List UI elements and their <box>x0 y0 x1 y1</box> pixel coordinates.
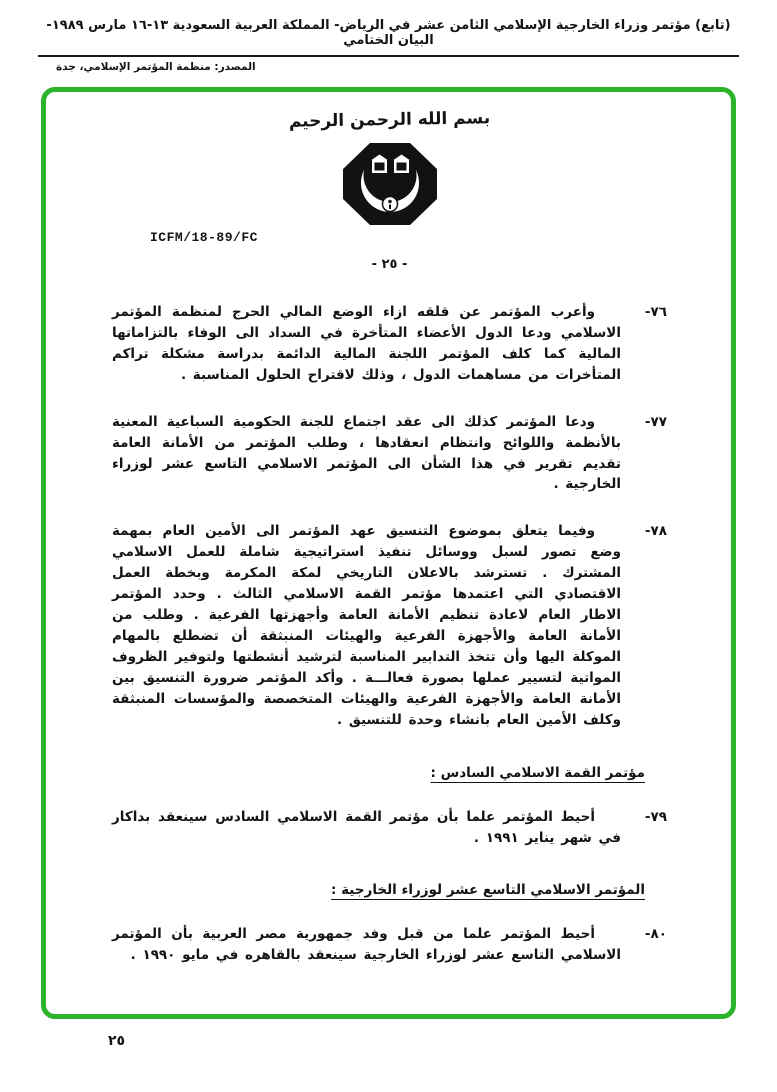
paragraph-row-76 <box>112 302 667 386</box>
paragraph-number: ٧٧- <box>644 413 667 430</box>
page-number-top: - ٢٥ - <box>371 257 408 272</box>
section-heading-sixth-summit: مؤتمر القمة الاسلامي السادس : <box>430 764 645 781</box>
paragraph-text: وفيما يتعلق بموضوع التنسيق عهد المؤتمر الى الأمين العام بمهمة وضع تصور لسبل ووسائل تنفيذ استراتيجية شاملة للعمل الاسلامي المشترك . تسترشد بالاعلان التاريخي لمكة المكرمة وبخطة العمل الاقتصادي التي اعتمدها مؤتمر القمة الاسلامي الثالث . وحدد المؤتمر الاطار العام لاعادة تنظيم الأمانة العامة وأجهزتها الفرعية . وطلب من الأمانة العامة والأجهزة الفرعية والهيئات المنبثقة أن تضطلع بالمهام الموكلة اليها وأن تتخذ التدابير المناسبة لترشيد أنشطتها ولتوفير الظروف المواتية لتسيير عملها بصورة فعالـــة . وأكد المؤتمر ضرورة التنسيق بين الأمانة العامة والأجهزة الفرعية والهيئات المتخصصة والمؤسسات المنبثقة وكلف الأمين العام بانشاء وحدة للتنسيق . <box>112 523 621 728</box>
paragraph-number: ٧٨- <box>644 523 667 540</box>
oic-emblem-icon <box>112 142 667 226</box>
paragraph-number: ٧٦- <box>644 304 667 320</box>
header-title: (تابع) مؤتمر وزراء الخارجية الإسلامي الثامن عشر في الرياض- المملكة العربية السعودية ١٣-١٦ مارس ١٩٨٩- البيان الختامي <box>46 18 731 48</box>
header-source: المصدر: منظمة المؤتمر الإسلامي، جدة <box>56 61 256 73</box>
paragraph-text: وأعرب المؤتمر عن قلقه ازاء الوضع المالي الحرج لمنظمة المؤتمر الاسلامي ودعا الدول الأعضاء المتأخرة في السداد الى الوفاء بالتزاماتها المالية كما كلف المؤتمر اللجنة المالية الدائمة بدراسة مشكلة تراكم المتأخرات من مساهمات الدول ، وذلك لاقتراح الحلول المناسبة . <box>112 304 621 383</box>
scanned-document-frame <box>41 87 736 1019</box>
paragraph-text: أحيط المؤتمر علما من قبل وفد جمهورية مصر العربية بأن المؤتمر الاسلامي التاسع عشر لوزراء الخارجية سينعقد بالقاهره في مايو ١٩٩٠ . <box>112 926 621 964</box>
paragraph-row-80 <box>112 924 667 966</box>
reference-code: ICFM/18-89/FC <box>150 230 258 245</box>
bismillah-calligraphy: بسم الله الرحمن الرحيم <box>288 108 491 132</box>
page-header <box>0 0 777 73</box>
paragraph-number: ٧٩- <box>644 808 667 825</box>
section-heading-nineteenth-icfm: المؤتمر الاسلامي التاسع عشر لوزراء الخارجية : <box>331 882 645 899</box>
paragraph-row-79 <box>112 807 667 849</box>
paragraph-row-77 <box>112 412 667 496</box>
page-number-bottom: ٢٥ <box>108 1033 126 1049</box>
paragraph-text: ودعا المؤتمر كذلك الى عقد اجتماع للجنة الحكومية السباعية المعنية بالأنظمة واللوائح وانتظام انعقادها ، وطلب المؤتمر من الأمانة العامة تقديم تقرير في هذا الشأن الى المؤتمر الاسلامي التاسع عشر لوزراء الخارجية . <box>112 413 621 493</box>
paragraph-number: ٨٠- <box>644 926 667 943</box>
paragraph-text: أحيط المؤتمر علما بأن مؤتمر القمة الاسلامي السادس سينعقد بداكار في شهر يناير ١٩٩١ . <box>112 808 621 846</box>
paragraph-row-78 <box>112 521 667 730</box>
